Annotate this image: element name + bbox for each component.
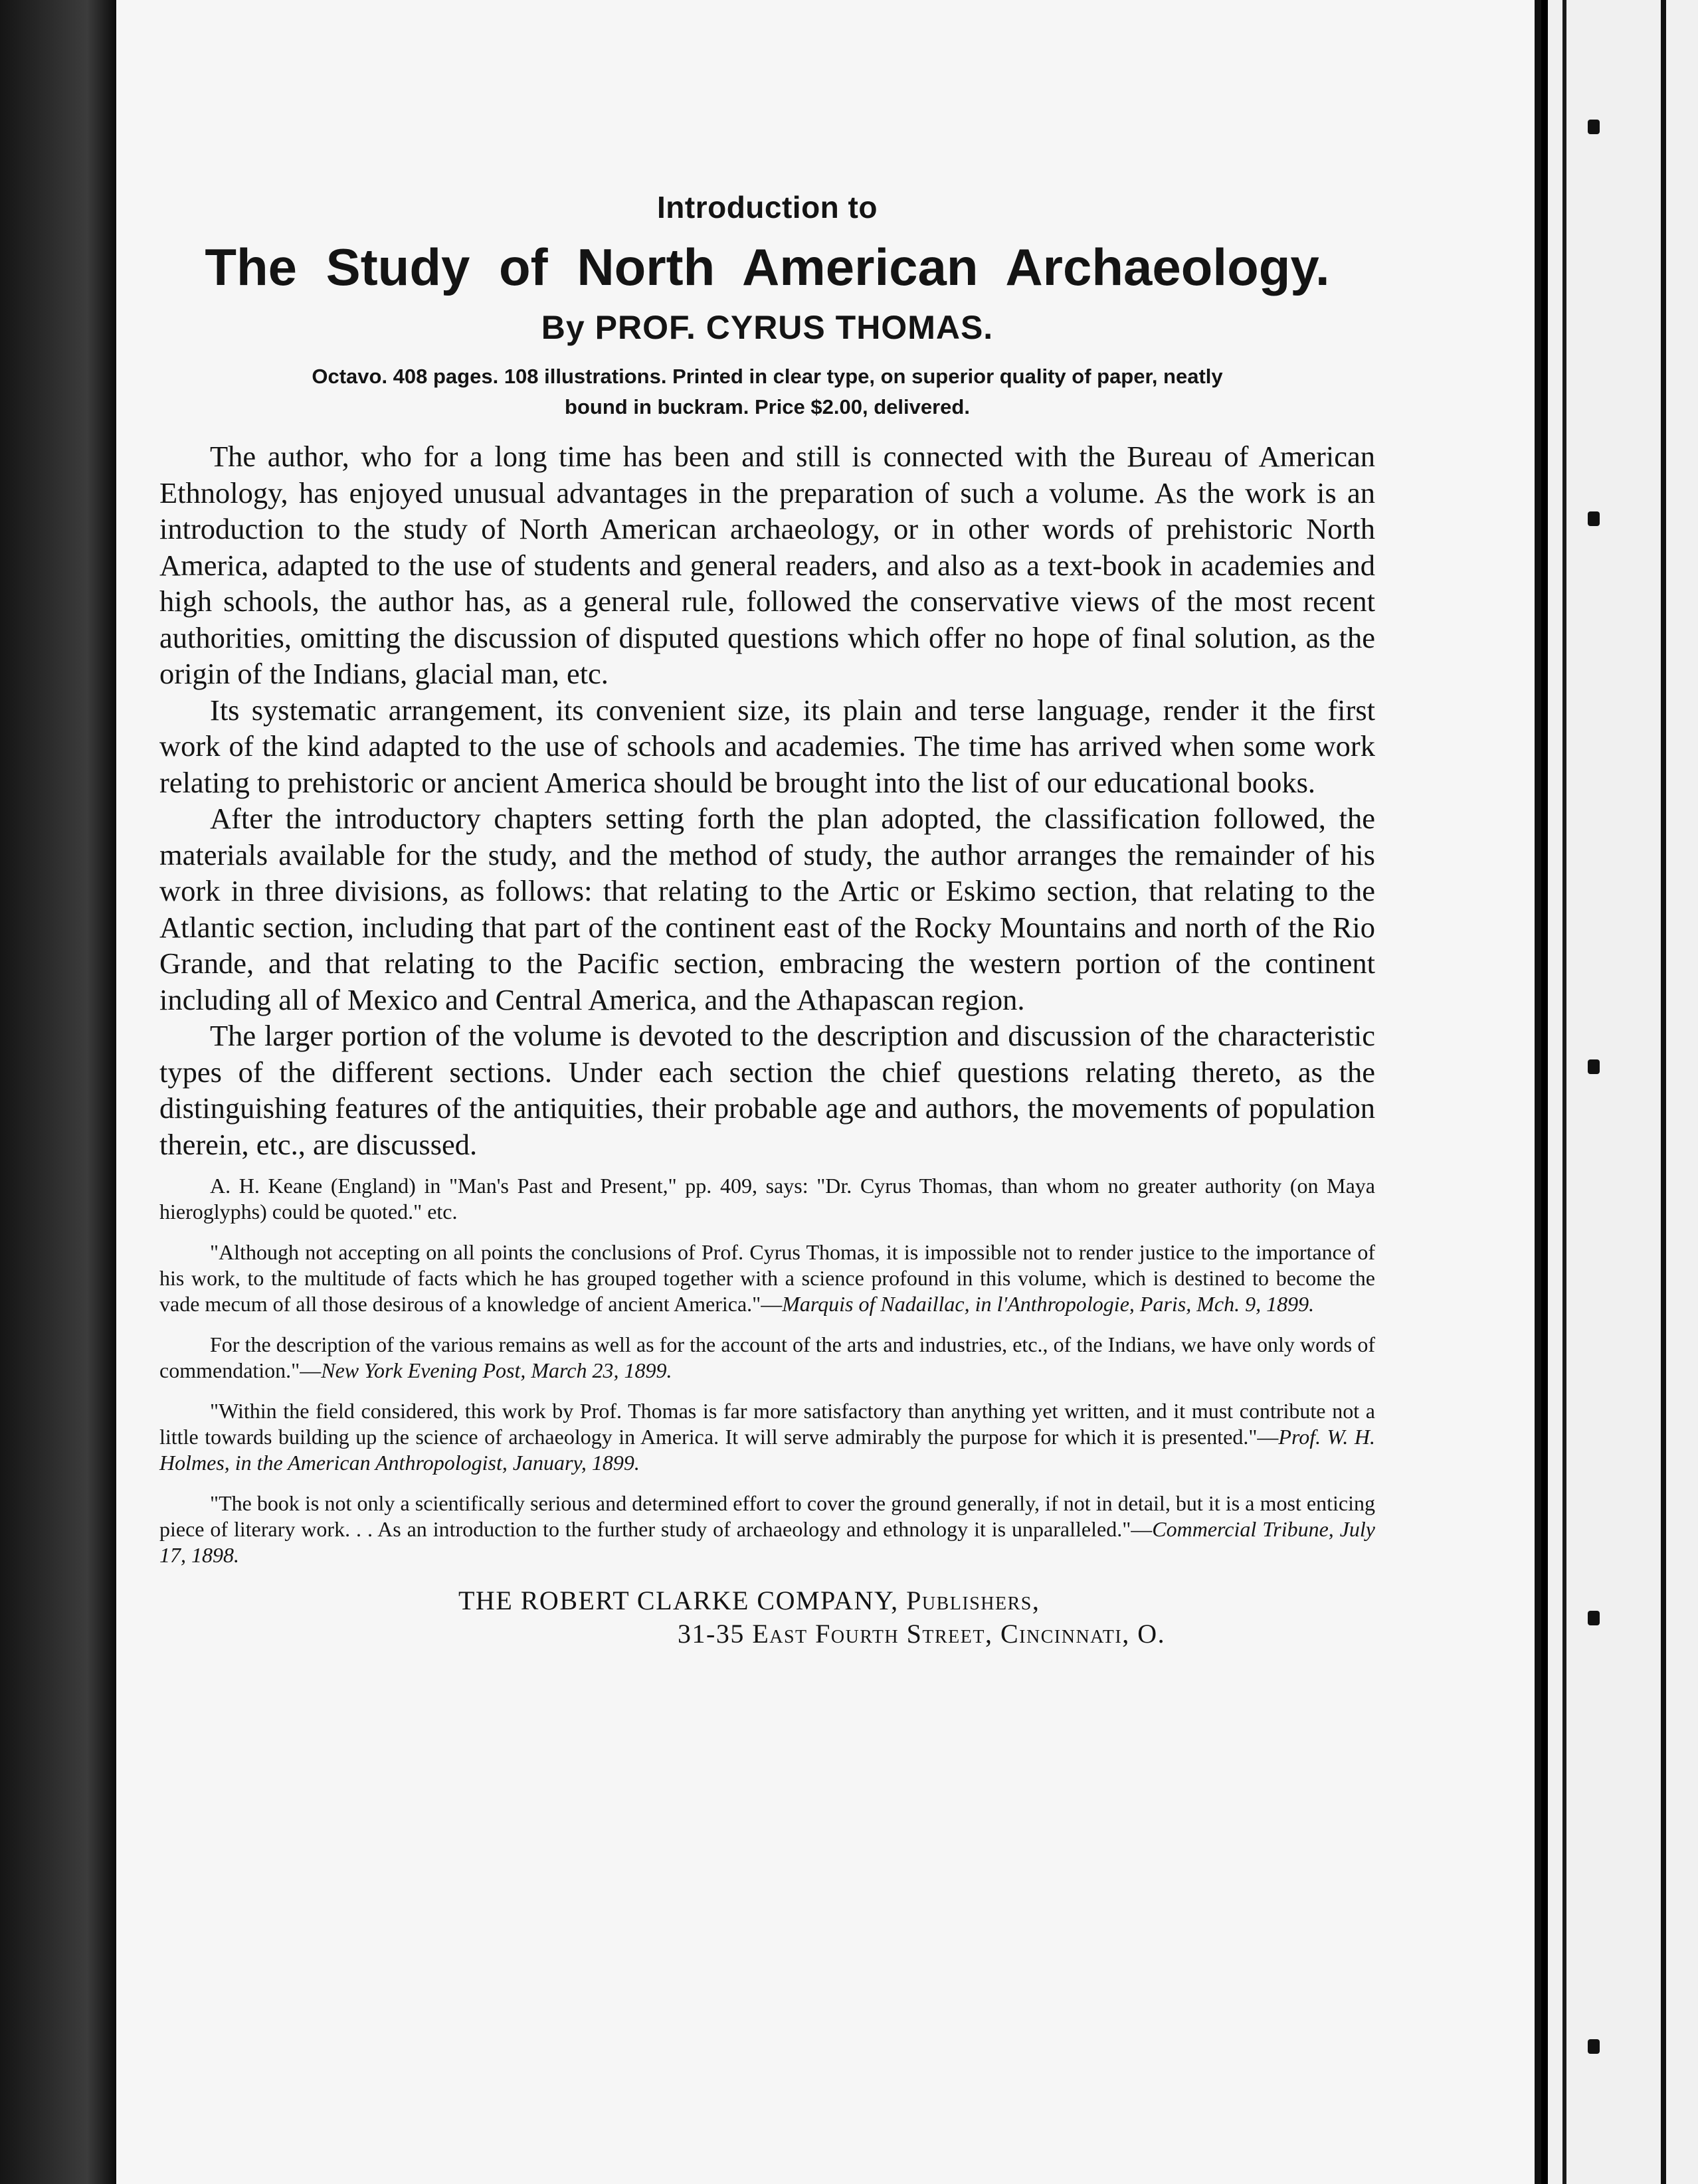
quote-source: Prof. W. H. Holmes, in the American Anthropologist, January, 1899. — [159, 1425, 1376, 1475]
binding-mark — [1588, 1611, 1600, 1625]
page-edge-rule — [1562, 0, 1566, 2184]
quote-text: "Although not accepting on all points the conclusions of Prof. Cyrus Thomas, it is impossible not to render justice to the importance of his work, to the multitude of facts which he has grouped together with a science profound in this volume, which is destined to become the vade mecum of all those desirous of a knowledge of ancient America."— — [159, 1240, 1375, 1316]
quote-source: Marquis of Nadaillac, in l'Anthropologie, Paris, Mch. 9, 1899. — [782, 1292, 1315, 1316]
description-paragraph: The author, who for a long time has been and still is connected with the Bureau of American Ethnology, has enjoyed unusual advantages in the preparation of such a volume. As the work is an introduction to the study of North American archaeology, or in other words of prehistoric North America, adapted to the use of students and general readers, and also as a text-book in academies and high schools, the author has, as a general rule, followed the conservative views of the most recent authorities, omitting the discussion of disputed questions which offer no hope of final solution, as the origin of the Indians, glacial man, etc. — [159, 440, 1375, 690]
press-quotes — [159, 1173, 1375, 1568]
publisher-imprint — [159, 1584, 1375, 1651]
press-quote — [159, 1398, 1375, 1476]
binding-mark — [1588, 1059, 1600, 1074]
publisher-name: THE ROBERT CLARKE COMPANY, Publishers, — [458, 1586, 1040, 1615]
quote-source: Commercial Tribune, July 17, 1898. — [159, 1517, 1376, 1567]
book-title: The Study of North American Archaeology. — [205, 238, 1330, 296]
publisher-address: 31-35 East Fourth Street, Cincinnati, O. — [678, 1619, 1166, 1649]
description-paragraph: Its systematic arrangement, its convenient size, its plain and terse language, render it the first work of the kind adapted to the use of schools and academies. The time has arrived when some work relating to prehistoric or ancient America should be brought into the list of our educational books. — [159, 693, 1375, 799]
description-paragraph: After the introductory chapters setting forth the plan adopted, the classification followed, the materials available for the study, and the method of study, the author arranges the remainder of his work in three divisions, as follows: that relating to the Artic or Eskimo section, that relating to the Atlantic section, including that part of the continent east of the Rocky Mountains and north of the Rio Grande, and that relating to the Pacific section, embracing the western portion of the continent including all of Mexico and Central America, and the Athapascan region. — [159, 802, 1375, 1016]
press-quote — [159, 1332, 1375, 1384]
intro-heading: Introduction to — [657, 190, 878, 225]
adjacent-page-edge — [1548, 0, 1698, 2184]
binding-mark — [1588, 120, 1600, 134]
press-quote — [159, 1239, 1375, 1317]
book-specs — [159, 361, 1375, 422]
description-paragraph: The larger portion of the volume is devoted to the description and discussion of the characteristic types of the different sections. Under each section the chief questions relating thereto, as the distinguishing features of the antiquities, their probable age and authors, the movements of population therein, etc., are discussed. — [159, 1019, 1375, 1161]
author-byline: By PROF. CYRUS THOMAS. — [541, 309, 994, 346]
specs-line: bound in buckram. Price $2.00, delivered. — [565, 395, 970, 418]
quote-text: A. H. Keane (England) in "Man's Past and Present," pp. 409, says: "Dr. Cyrus Thomas, than whom no greater authority (on Maya hieroglyphs) could be quoted." etc. — [159, 1174, 1375, 1224]
binding-mark — [1588, 2039, 1600, 2054]
binding-mark — [1588, 511, 1600, 526]
press-quote — [159, 1173, 1375, 1225]
advertisement-content — [159, 189, 1375, 1651]
page-edge-rule — [1661, 0, 1666, 2184]
book-spine-shadow — [0, 0, 116, 2184]
press-quote — [159, 1491, 1375, 1568]
quote-source: New York Evening Post, March 23, 1899. — [321, 1358, 672, 1382]
quote-text: "The book is not only a scientifically serious and determined effort to cover the ground generally, if not in detail, but it is a most enticing piece of literary work. . . As an introduction to the further study of archaeology and ethnology it is unparalleled."— — [159, 1491, 1375, 1541]
description-body — [159, 438, 1375, 1162]
quote-text: For the description of the various remains as well as for the account of the arts and industries, etc., of the Indians, we have only words of commendation."— — [159, 1332, 1375, 1382]
specs-line: Octavo. 408 pages. 108 illustrations. Printed in clear type, on superior quality of paper, neatly — [312, 365, 1223, 388]
quote-text: "Within the field considered, this work by Prof. Thomas is far more satisfactory than anything yet written, and it must contribute not a little towards building up the science of archaeology in America. It will serve admirably the purpose for which it is presented."— — [159, 1399, 1375, 1449]
